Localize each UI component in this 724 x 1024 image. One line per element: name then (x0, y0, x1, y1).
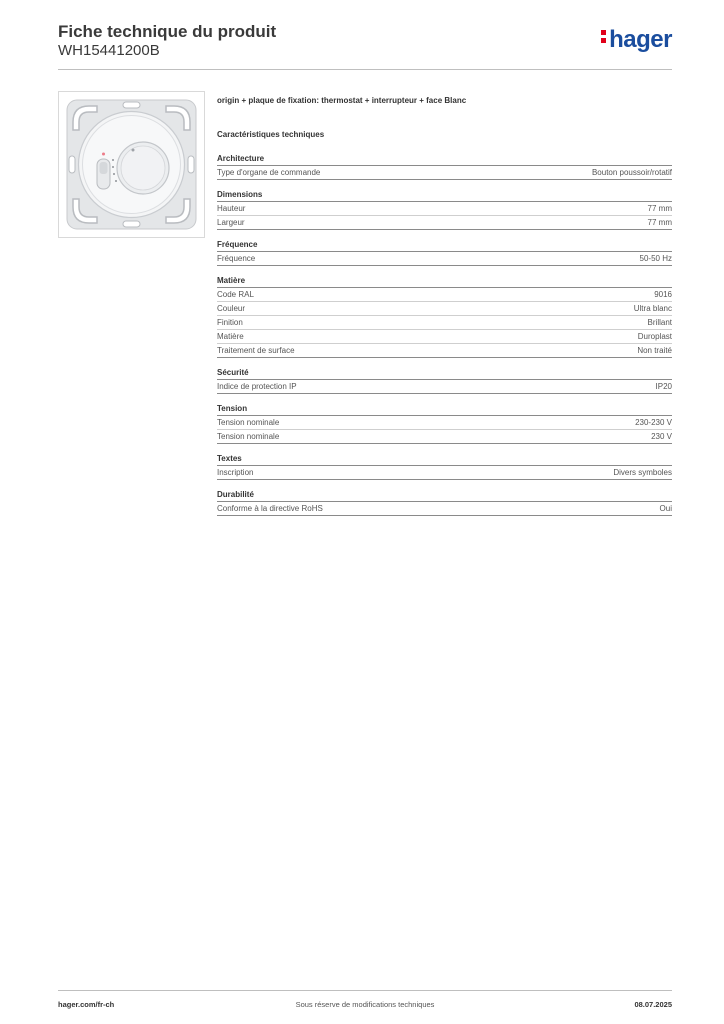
spec-label: Tension nominale (217, 432, 280, 441)
spec-group-title: Fréquence (217, 240, 672, 252)
page-header (58, 22, 672, 70)
spec-label: Indice de protection IP (217, 382, 297, 391)
spec-row (217, 252, 672, 266)
spec-value: 77 mm (647, 218, 672, 227)
specifications-content (217, 96, 672, 526)
spec-label: Conforme à la directive RoHS (217, 504, 323, 513)
spec-label: Couleur (217, 304, 246, 313)
logo-text: hager (609, 26, 672, 53)
spec-group-textes (217, 454, 672, 480)
footer-website-link[interactable]: hager.com/fr-ch (58, 1000, 115, 1009)
spec-row (217, 316, 672, 330)
spec-value: Bouton poussoir/rotatif (591, 168, 672, 177)
spec-group-tension (217, 404, 672, 444)
spec-row (217, 502, 672, 516)
spec-label: Code RAL (217, 290, 254, 299)
spec-value: 77 mm (647, 204, 672, 213)
spec-value: 50-50 Hz (639, 254, 672, 263)
document-title: Fiche technique du produit (58, 22, 277, 41)
spec-row (217, 288, 672, 302)
spec-value: 230 V (651, 432, 672, 441)
spec-value: IP20 (655, 382, 672, 391)
logo-dots-icon (601, 29, 607, 45)
specs-title: Caractéristiques techniques (217, 130, 325, 139)
spec-group-title: Architecture (217, 154, 672, 166)
spec-group-securite (217, 368, 672, 394)
spec-label: Inscription (217, 468, 254, 477)
spec-value: Oui (659, 504, 672, 513)
spec-row (217, 166, 672, 180)
footer-date: 08.07.2025 (634, 1000, 672, 1009)
spec-group-title: Tension (217, 404, 672, 416)
footer-notice: Sous réserve de modifications techniques (295, 1000, 435, 1009)
page-footer (58, 990, 672, 1014)
spec-group-title: Sécurité (217, 368, 672, 380)
spec-row (217, 302, 672, 316)
spec-row (217, 344, 672, 358)
hager-logo (601, 26, 672, 54)
spec-group-matiere (217, 276, 672, 358)
product-description: origin + plaque de fixation: thermostat + interrupteur + face Blanc (217, 96, 467, 105)
spec-value: Brillant (647, 318, 672, 327)
spec-group-architecture (217, 154, 672, 180)
spec-label: Traitement de surface (217, 346, 295, 355)
spec-row (217, 430, 672, 444)
spec-value: 230-230 V (635, 418, 672, 427)
spec-group-title: Durabilité (217, 490, 672, 502)
spec-group-frequence (217, 240, 672, 266)
spec-label: Fréquence (217, 254, 256, 263)
thermostat-icon (59, 92, 204, 237)
spec-group-title: Dimensions (217, 190, 672, 202)
spec-row (217, 216, 672, 230)
spec-label: Largeur (217, 218, 245, 227)
spec-label: Hauteur (217, 204, 246, 213)
spec-label: Tension nominale (217, 418, 280, 427)
spec-label: Matière (217, 332, 244, 341)
spec-value: Duroplast (637, 332, 672, 341)
spec-row (217, 416, 672, 430)
thermostat-switch-product-image (58, 91, 205, 238)
spec-row (217, 466, 672, 480)
spec-row (217, 330, 672, 344)
spec-group-dimensions (217, 190, 672, 230)
spec-group-durabilite (217, 490, 672, 516)
spec-group-title: Matière (217, 276, 672, 288)
spec-value: Non traité (637, 346, 672, 355)
spec-value: Divers symboles (613, 468, 672, 477)
product-code: WH15441200B (58, 42, 160, 59)
spec-value: Ultra blanc (633, 304, 672, 313)
spec-row (217, 380, 672, 394)
spec-group-title: Textes (217, 454, 672, 466)
spec-label: Finition (217, 318, 243, 327)
spec-label: Type d'organe de commande (217, 168, 321, 177)
spec-row (217, 202, 672, 216)
spec-value: 9016 (654, 290, 672, 299)
